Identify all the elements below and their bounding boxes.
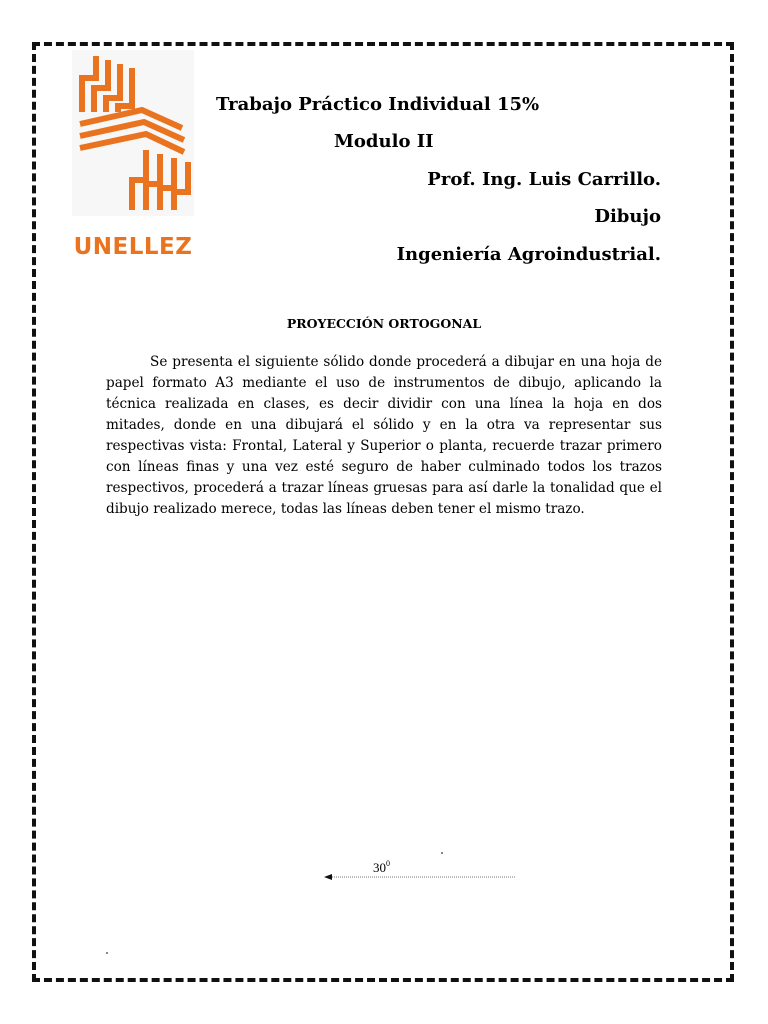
- angle-arrow-icon: [322, 872, 522, 882]
- instructions-paragraph: Se presenta el siguiente sólido donde procederá a dibujar en una hoja de papel formato A3 mediante el uso de instrumentos de dibujo, aplicando la técnica realizada en clases, es decir dividir con una línea la hoja en dos mitades, donde en una dibujará el sólido y en la otra va representar sus respectivas vista: Frontal, Lateral y Superior o planta, recuerde trazar primero con líneas finas y una vez esté seguro de haber culminado todos los trazos respectivos, procederá a trazar líneas gruesas para así darle la tonalidad que el dibujo realizado merece, todas las líneas deben tener el mismo trazo.: [106, 354, 662, 517]
- assignment-title: Trabajo Práctico Individual 15%: [216, 94, 540, 115]
- unellez-logo: [72, 50, 194, 260]
- module-label: Modulo II: [334, 131, 434, 152]
- angle-unit: 0: [386, 859, 390, 868]
- logo-stripes-icon: [72, 50, 194, 230]
- angle-value: 30: [373, 860, 386, 875]
- section-title: PROYECCIÓN ORTOGONAL: [286, 316, 482, 331]
- program-name: Ingeniería Agroindustrial.: [396, 244, 661, 265]
- drawing-mark: [441, 852, 443, 854]
- subject-name: Dibujo: [594, 206, 661, 227]
- professor-name: Prof. Ing. Luis Carrillo.: [427, 169, 661, 190]
- drawing-mark: [106, 952, 108, 954]
- logo-wordmark: UNELLEZ: [73, 234, 193, 260]
